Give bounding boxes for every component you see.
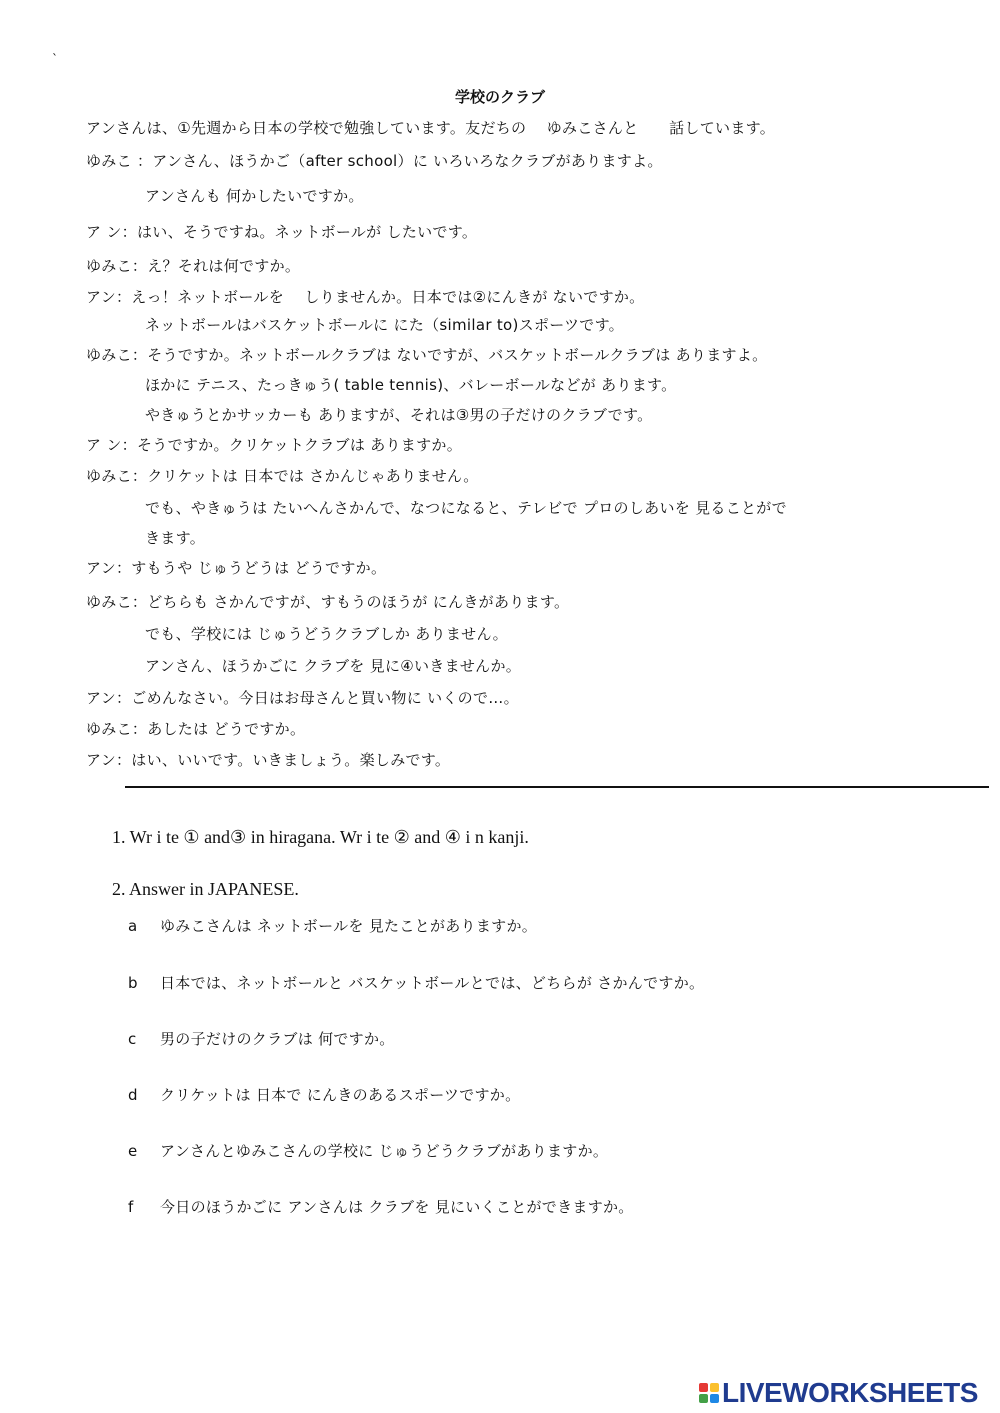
- sub-question: [128, 915, 537, 936]
- sub-question-text: 日本では、ネットボールと バスケットボールとでは、どちらが さかんですか。: [160, 974, 705, 992]
- logo-block: [710, 1383, 719, 1392]
- dialogue-line: アンさんは、①先週から日本の学校で勉強しています。友だちの ゆみこさんと 話しています。: [86, 119, 776, 137]
- logo-text: LIVEWORKSHEETS: [722, 1377, 978, 1408]
- dialogue-line: アンさんも 何かしたいですか。: [145, 187, 364, 205]
- sub-question: [128, 1196, 634, 1217]
- sub-question-text: アンさんとゆみこさんの学校に じゅうどうクラブがありますか。: [160, 1142, 609, 1160]
- liveworksheets-logo[interactable]: [699, 1377, 978, 1409]
- dialogue-line: でも、学校には じゅうどうクラブしか ありません。: [145, 625, 508, 643]
- page-title: 学校のクラブ: [454, 88, 545, 106]
- dialogue-line: ゆみこ：そうですか。ネットボールクラブは ないですが、バスケットボールクラブは ありますよ。: [86, 346, 768, 364]
- dialogue-line: アン：えっ！ネットボールを しりませんか。日本では②にんきが ないですか。: [86, 288, 645, 306]
- logo-block: [699, 1394, 708, 1403]
- sub-question: [128, 1028, 395, 1049]
- question-2: 2. Answer in JAPANESE.: [112, 879, 299, 899]
- sub-question-label: e: [128, 1142, 138, 1160]
- sub-question-label: b: [128, 974, 138, 992]
- sub-question-label: d: [128, 1086, 138, 1104]
- logo-block: [710, 1394, 719, 1403]
- dialogue-line: アン：はい、いいです。いきましょう。楽しみです。: [86, 751, 451, 769]
- dialogue-line: アンさん、ほうかごに クラブを 見に④いきませんか。: [145, 657, 522, 675]
- sub-question-label: f: [128, 1198, 134, 1216]
- dialogue-line: アン：すもうや じゅうどうは どうですか。: [86, 559, 387, 577]
- dialogue-line: ゆみこ ：アンさん、ほうかご（after school）に いろいろなクラブがありますよ。: [86, 152, 663, 170]
- logo-blocks-icon: [699, 1383, 719, 1403]
- dialogue-line: ゆみこ：クリケットは 日本では さかんじゃありません。: [86, 467, 479, 485]
- dialogue-line: きます。: [145, 529, 206, 547]
- dialogue-line: ゆみこ：あしたは どうですか。: [86, 720, 306, 738]
- dialogue-line: ゆみこ：どちらも さかんですが、すもうのほうが にんきがあります。: [86, 593, 570, 611]
- sub-question: [128, 1140, 608, 1161]
- sub-question-text: クリケットは 日本で にんきのあるスポーツですか。: [160, 1086, 521, 1104]
- dialogue-line: ア ン：はい、そうですね。ネットボールが したいです。: [86, 223, 478, 241]
- dialogue-line: ほかに テニス、たっきゅう( table tennis)、バレーボールなどが あります。: [145, 376, 677, 394]
- sub-question-label: c: [128, 1030, 137, 1048]
- sub-question-text: 今日のほうかごに アンさんは クラブを 見にいくことができますか。: [160, 1198, 634, 1216]
- dialogue-line: ゆみこ：え？それは何ですか。: [86, 257, 301, 275]
- dialogue-line: ネットボールはバスケットボールに にた（similar to)スポーツです。: [145, 316, 624, 334]
- logo-block: [699, 1383, 708, 1392]
- dialogue-line: ア ン：そうですか。クリケットクラブは ありますか。: [86, 436, 462, 454]
- divider-line: [125, 786, 989, 788]
- sub-question-text: ゆみこさんは ネットボールを 見たことがありますか。: [160, 917, 538, 935]
- dialogue-line: やきゅうとかサッカーも ありますが、それは③男の子だけのクラブです。: [145, 406, 653, 424]
- sub-question-text: 男の子だけのクラブは 何ですか。: [160, 1030, 395, 1048]
- dialogue-line: でも、やきゅうは たいへんさかんで、なつになると、テレビで プロのしあいを 見ることがで: [145, 499, 787, 517]
- sub-question: [128, 972, 704, 993]
- question-1: 1. Wr i te ① and③ in hiragana. Wr i te ② and ④ i n kanji.: [112, 827, 529, 847]
- dialogue-line: アン：ごめんなさい。今日はお母さんと買い物に いくので…。: [86, 689, 519, 707]
- sub-question-label: a: [128, 917, 138, 935]
- stray-mark: `: [52, 52, 58, 66]
- sub-question: [128, 1084, 520, 1105]
